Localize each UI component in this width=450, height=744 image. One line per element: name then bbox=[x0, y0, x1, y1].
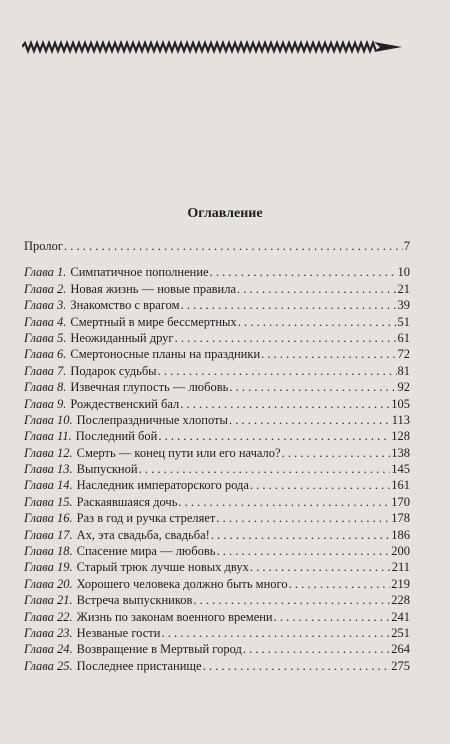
toc-entry[interactable] bbox=[24, 314, 410, 330]
page-number: 251 bbox=[391, 625, 410, 640]
page-number: 92 bbox=[397, 380, 410, 395]
dot-leader bbox=[175, 330, 397, 346]
chapter-title: Новая жизнь — новые правила bbox=[70, 281, 237, 296]
chapter-label: Глава 10. bbox=[24, 412, 73, 427]
page-number: 128 bbox=[391, 429, 410, 444]
dot-leader bbox=[243, 641, 390, 657]
dot-leader bbox=[64, 238, 403, 254]
chapter-title: Раскаявшаяся дочь bbox=[76, 494, 178, 509]
toc-entry[interactable] bbox=[24, 527, 410, 543]
toc-entry[interactable] bbox=[24, 592, 410, 608]
toc-entry-prolog[interactable] bbox=[24, 238, 410, 254]
page-number: 113 bbox=[391, 412, 410, 427]
toc-entry[interactable] bbox=[24, 346, 410, 362]
page-number: 264 bbox=[391, 642, 410, 657]
chapter-title: Раз в год и ручка стреляет bbox=[76, 511, 216, 526]
chapter-title: Смертоносные планы на праздники bbox=[70, 347, 261, 362]
toc-entry[interactable] bbox=[24, 658, 410, 674]
page-number: 275 bbox=[391, 658, 410, 673]
dot-leader bbox=[261, 346, 396, 362]
toc-entry[interactable] bbox=[24, 330, 410, 346]
dot-leader bbox=[193, 592, 390, 608]
page-number: 138 bbox=[391, 445, 410, 460]
toc-entry[interactable] bbox=[24, 625, 410, 641]
toc-entry[interactable] bbox=[24, 264, 410, 280]
chapter-label: Глава 3. bbox=[24, 298, 67, 313]
toc-entry[interactable] bbox=[24, 576, 410, 592]
toc-entry[interactable] bbox=[24, 609, 410, 625]
toc-entry[interactable] bbox=[24, 379, 410, 395]
toc-entry[interactable] bbox=[24, 281, 410, 297]
chapter-label: Глава 23. bbox=[24, 625, 73, 640]
toc-entry[interactable] bbox=[24, 494, 410, 510]
dot-leader bbox=[282, 445, 391, 461]
toc-entry[interactable] bbox=[24, 445, 410, 461]
chapter-title: Старый трюк лучше новых двух bbox=[76, 560, 249, 575]
page-number: 170 bbox=[391, 494, 410, 509]
chapter-title: Возвращение в Мертвый город bbox=[76, 642, 242, 657]
chapter-title: Знакомство с врагом bbox=[70, 298, 180, 313]
dot-leader bbox=[158, 428, 390, 444]
dot-leader bbox=[161, 625, 390, 641]
chapter-label: Глава 21. bbox=[24, 593, 73, 608]
dot-leader bbox=[274, 609, 391, 625]
chapter-label: Глава 16. bbox=[24, 511, 73, 526]
chapter-label: Глава 18. bbox=[24, 544, 73, 559]
chapter-title: Незваные гости bbox=[76, 625, 161, 640]
toc-entry[interactable] bbox=[24, 461, 410, 477]
page-number: 81 bbox=[397, 363, 410, 378]
chapter-title: Встреча выпускников bbox=[76, 593, 193, 608]
toc-entry[interactable] bbox=[24, 396, 410, 412]
page-number: 161 bbox=[391, 478, 410, 493]
chapter-label: Глава 5. bbox=[24, 330, 67, 345]
page-number: 186 bbox=[391, 527, 410, 542]
page-number: 72 bbox=[397, 347, 410, 362]
chapter-title: Выпускной bbox=[76, 462, 138, 477]
toc-title: Оглавление bbox=[187, 206, 263, 221]
chapter-title: Послепраздничные хлопоты bbox=[76, 412, 228, 427]
chapter-label: Глава 17. bbox=[24, 527, 73, 542]
chapter-title: Спасение мира — любовь bbox=[76, 544, 216, 559]
page-number: 10 bbox=[397, 265, 410, 280]
chapter-label: Глава 2. bbox=[24, 281, 67, 296]
chapter-title: Ах, эта свадьба, свадьба! bbox=[76, 527, 210, 542]
chapter-label: Глава 22. bbox=[24, 609, 73, 624]
page-number: 145 bbox=[391, 462, 410, 477]
dot-leader bbox=[216, 543, 390, 559]
dot-leader bbox=[216, 510, 390, 526]
dot-leader bbox=[210, 264, 397, 280]
toc-entry[interactable] bbox=[24, 363, 410, 379]
page-number: 211 bbox=[391, 560, 410, 575]
chapter-title: Симпатичное пополнение bbox=[70, 265, 209, 280]
page-number: 105 bbox=[391, 396, 410, 411]
page-number: 51 bbox=[397, 314, 410, 329]
dot-leader bbox=[181, 297, 397, 313]
page-number: 241 bbox=[391, 609, 410, 624]
chapter-label: Глава 19. bbox=[24, 560, 73, 575]
page-number: 61 bbox=[397, 330, 410, 345]
arrow-ornament bbox=[22, 40, 402, 54]
page-number: 178 bbox=[391, 511, 410, 526]
dot-leader bbox=[238, 314, 397, 330]
toc-entry[interactable] bbox=[24, 477, 410, 493]
toc-entry[interactable] bbox=[24, 297, 410, 313]
toc-entry[interactable] bbox=[24, 412, 410, 428]
chapter-title: Неожиданный друг bbox=[70, 330, 174, 345]
toc-entry[interactable] bbox=[24, 510, 410, 526]
chapter-label: Глава 12. bbox=[24, 445, 73, 460]
chapter-title: Хорошего человека должно быть много bbox=[76, 576, 288, 591]
dot-leader bbox=[250, 559, 391, 575]
chapter-title: Извечная глупость — любовь bbox=[70, 380, 229, 395]
dot-leader bbox=[250, 477, 390, 493]
page-number: 21 bbox=[397, 281, 410, 296]
chapter-label: Глава 1. bbox=[24, 265, 67, 280]
chapter-label: Глава 24. bbox=[24, 642, 73, 657]
dot-leader bbox=[203, 658, 391, 674]
table-of-contents bbox=[24, 238, 410, 674]
chapter-label: Глава 4. bbox=[24, 314, 67, 329]
chapter-label: Глава 11. bbox=[24, 429, 72, 444]
dot-leader bbox=[158, 363, 397, 379]
chapter-title: Смертный в мире бессмертных bbox=[70, 314, 237, 329]
toc-entry[interactable] bbox=[24, 428, 410, 444]
prolog-title: Пролог bbox=[24, 239, 63, 253]
toc-entry[interactable] bbox=[24, 559, 410, 575]
chapter-label: Глава 7. bbox=[24, 363, 67, 378]
chapter-title: Жизнь по законам военного времени bbox=[76, 609, 273, 624]
page-number: 200 bbox=[391, 544, 410, 559]
dot-leader bbox=[237, 281, 396, 297]
toc-entry[interactable] bbox=[24, 543, 410, 559]
page-number: 219 bbox=[391, 576, 410, 591]
chapter-title: Наследник императорского рода bbox=[76, 478, 249, 493]
dot-leader bbox=[139, 461, 391, 477]
dot-leader bbox=[289, 576, 391, 592]
chapter-title: Рождественский бал bbox=[70, 396, 180, 411]
chapter-label: Глава 25. bbox=[24, 658, 73, 673]
chapter-title: Последний бой bbox=[75, 429, 158, 444]
chapter-label: Глава 15. bbox=[24, 494, 73, 509]
chapter-title: Смерть — конец пути или его начало? bbox=[76, 445, 281, 460]
chapter-label: Глава 13. bbox=[24, 462, 73, 477]
dot-leader bbox=[211, 527, 390, 543]
chapter-label: Глава 9. bbox=[24, 396, 67, 411]
chapter-list bbox=[24, 264, 410, 674]
chapter-label: Глава 8. bbox=[24, 380, 67, 395]
dot-leader bbox=[229, 412, 391, 428]
chapter-title: Подарок судьбы bbox=[70, 363, 157, 378]
dot-leader bbox=[180, 396, 390, 412]
toc-entry[interactable] bbox=[24, 641, 410, 657]
chapter-label: Глава 20. bbox=[24, 576, 73, 591]
page-number: 228 bbox=[391, 593, 410, 608]
page-number: 7 bbox=[403, 239, 410, 253]
chapter-label: Глава 14. bbox=[24, 478, 73, 493]
chapter-title: Последнее пристанище bbox=[76, 658, 202, 673]
chapter-label: Глава 6. bbox=[24, 347, 67, 362]
page-number: 39 bbox=[397, 298, 410, 313]
dot-leader bbox=[229, 379, 396, 395]
dot-leader bbox=[178, 494, 390, 510]
